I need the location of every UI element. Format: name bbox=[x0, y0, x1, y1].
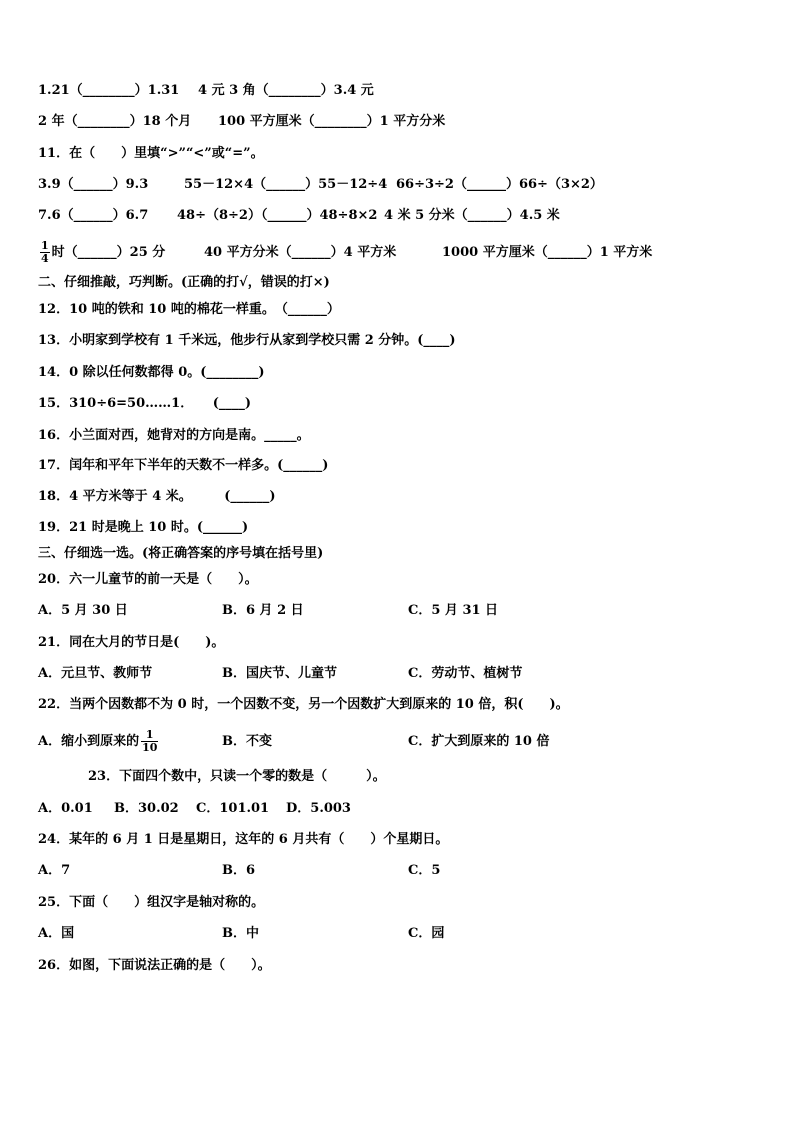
compare-item: 2 年（________）18 个月 bbox=[38, 114, 192, 129]
option-c: C．101.01 bbox=[196, 801, 270, 816]
question-20: 20．六一儿童节的前一天是（ ）。 bbox=[38, 572, 258, 587]
option-b: B．不变 bbox=[222, 734, 272, 749]
compare-item: 48÷（8÷2）（______）48÷8×2 bbox=[177, 208, 378, 223]
question-17: 17．闰年和平年下半年的天数不一样多。(______) bbox=[38, 458, 329, 473]
question-23: 23．下面四个数中，只读一个零的数是（ ）。 bbox=[88, 769, 386, 784]
option-b: B．中 bbox=[222, 926, 259, 941]
fraction-one-tenth: $\frac{1}{10}$ bbox=[142, 728, 158, 754]
compare-item: 100 平方厘米（________）1 平方分米 bbox=[218, 114, 446, 129]
compare-item: 40 平方分米（______）4 平方米 bbox=[204, 245, 397, 260]
option-a: A．7 bbox=[38, 863, 71, 878]
question-24: 24．某年的 6 月 1 日是星期日，这年的 6 月共有（ ）个星期日。 bbox=[38, 832, 449, 847]
option-b: B．国庆节、儿童节 bbox=[222, 666, 337, 681]
compare-item: 66÷3÷2（______）66÷（3×2） bbox=[396, 177, 603, 192]
question-11-title: 11．在（ ）里填“>”“<”或“=”。 bbox=[38, 146, 264, 161]
option-c: C．园 bbox=[408, 926, 445, 941]
question-22: 22．当两个因数都不为 0 时，一个因数不变，另一个因数扩大到原来的 10 倍，积( )。 bbox=[38, 697, 569, 712]
option-c: C．5 bbox=[408, 863, 441, 878]
option-a: A．国 bbox=[38, 926, 75, 941]
question-13: 13．小明家到学校有 1 千米远，他步行从家到学校只需 2 分钟。(____) bbox=[38, 333, 456, 348]
option-a: A．元旦节、教师节 bbox=[38, 666, 153, 681]
option-b: B．30.02 bbox=[114, 801, 179, 816]
question-18: 18．4 平方米等于 4 米。 (______) bbox=[38, 489, 276, 504]
question-21: 21．同在大月的节日是( )。 bbox=[38, 635, 225, 650]
question-16: 16．小兰面对西，她背对的方向是南。_____。 bbox=[38, 428, 310, 443]
compare-item: 4 米 5 分米（______）4.5 米 bbox=[384, 208, 560, 223]
option-c: C．扩大到原来的 10 倍 bbox=[408, 734, 550, 749]
compare-item: 55－12×4（______）55－12÷4 bbox=[184, 177, 388, 192]
question-19: 19．21 时是晚上 10 时。(______) bbox=[38, 520, 249, 535]
question-12: 12．10 吨的铁和 10 吨的棉花一样重。 （______） bbox=[38, 302, 340, 317]
compare-item: $\frac{1}{4}$ 时（______）25 分 bbox=[41, 239, 166, 265]
section-3-title: 三、仔细选一选。(将正确答案的序号填在括号里) bbox=[38, 546, 324, 561]
option-a: A．0.01 bbox=[38, 801, 93, 816]
option-c: C．劳动节、植树节 bbox=[408, 666, 523, 681]
compare-item: 4 元 3 角（________）3.4 元 bbox=[198, 83, 374, 98]
option-a: A．5 月 30 日 bbox=[38, 603, 128, 618]
option-c: C．5 月 31 日 bbox=[408, 603, 499, 618]
option-b: B．6 bbox=[222, 863, 256, 878]
option-b: B．6 月 2 日 bbox=[222, 603, 304, 618]
compare-item: 1.21（________）1.31 bbox=[38, 83, 180, 98]
question-14: 14．0 除以任何数都得 0。(________) bbox=[38, 365, 265, 380]
compare-item: 3.9（______）9.3 bbox=[38, 177, 149, 192]
compare-item: 7.6（______）6.7 bbox=[38, 208, 149, 223]
compare-item: 1000 平方厘米（______）1 平方米 bbox=[442, 245, 653, 260]
question-15: 15．310÷6=50……1． (____) bbox=[38, 396, 251, 411]
option-d: D．5.003 bbox=[286, 801, 351, 816]
section-2-title: 二、仔细推敲，巧判断。(正确的打√，错误的打×) bbox=[38, 275, 330, 290]
question-25: 25．下面（ ）组汉字是轴对称的。 bbox=[38, 895, 265, 910]
question-26: 26．如图，下面说法正确的是（ ）。 bbox=[38, 958, 271, 973]
option-a: A．缩小到原来的 $\frac{1}{10}$ bbox=[38, 728, 158, 754]
fraction-one-quarter: $\frac{1}{4}$ bbox=[41, 239, 49, 265]
